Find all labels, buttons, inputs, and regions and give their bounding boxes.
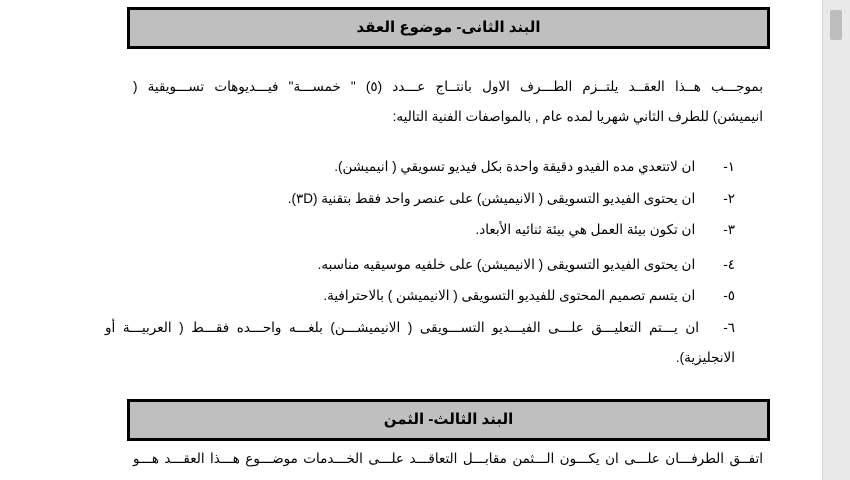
list-item-number: ١- bbox=[723, 159, 735, 174]
section-2-heading: البند الثانى- موضوع العقد bbox=[127, 7, 770, 49]
list-item-number: ٦- bbox=[723, 320, 735, 335]
section-3-paragraph: اتفــق الطرفـــان علـــى ان يكـــون الـــثمن مقابـــل التعاقـــد علـــى الخـــدمات موضـــوع هـــذا العقـــد هـــو bbox=[133, 451, 763, 466]
list-item-3 bbox=[105, 215, 735, 245]
list-item-text-continued: الانجليزية). bbox=[675, 350, 735, 365]
list-item-5 bbox=[105, 281, 735, 311]
section-3-heading: البند الثالث- الثمن bbox=[127, 399, 770, 441]
scrollbar-thumb[interactable] bbox=[830, 10, 842, 40]
vertical-scrollbar[interactable] bbox=[822, 0, 850, 480]
list-item-text: ان يـــتم التعليـــق علـــى الفيـــديو التســـويقى ( الانيميشـــن) بلغـــه واحـــده فقـــط ( العربيـــة أو bbox=[105, 320, 699, 335]
list-item-4 bbox=[105, 250, 735, 280]
list-item-text: ان لاتتعدي مده الفيدو دقيقة واحدة بكل فيديو تسويقي ( انيميشن). bbox=[334, 159, 696, 174]
list-item-text: ان يحتوى الفيديو التسويقى ( الانيميشن) على عنصر واحد فقط بتقنية (٣D). bbox=[287, 191, 696, 206]
list-item-text: ان يحتوى الفيديو التسويقى ( الانيميشن) على خلفيه موسيقيه مناسبه. bbox=[317, 257, 696, 272]
section-2-intro-paragraph bbox=[133, 72, 763, 132]
list-item-number: ٣- bbox=[723, 222, 735, 237]
list-item-6 bbox=[105, 313, 735, 373]
list-item-number: ٢- bbox=[723, 191, 735, 206]
intro-line-1: بموجـــب هــذا العقــد يلتــزم الطـــرف الاول بانتــاج عـــدد (٥) " خمســـة" فيـــديوهات تســـويقية ( bbox=[133, 79, 763, 94]
list-item-text: ان يتسم تصميم المحتوى للفيديو التسويقى ( الانيميشن ) بالاحترافية. bbox=[323, 288, 696, 303]
intro-line-2: انيميشن) للطرف الثاني شهريا لمده عام , بالمواصفات الفنية التاليه: bbox=[392, 109, 763, 124]
list-item-1 bbox=[105, 152, 735, 182]
list-item-text: ان تكون بيئة العمل هي بيئة ثنائيه الأبعاد. bbox=[475, 222, 696, 237]
list-item-first-line bbox=[105, 313, 735, 343]
list-item-number: ٥- bbox=[723, 288, 735, 303]
list-item-2 bbox=[105, 184, 735, 214]
list-item-number: ٤- bbox=[723, 257, 735, 272]
